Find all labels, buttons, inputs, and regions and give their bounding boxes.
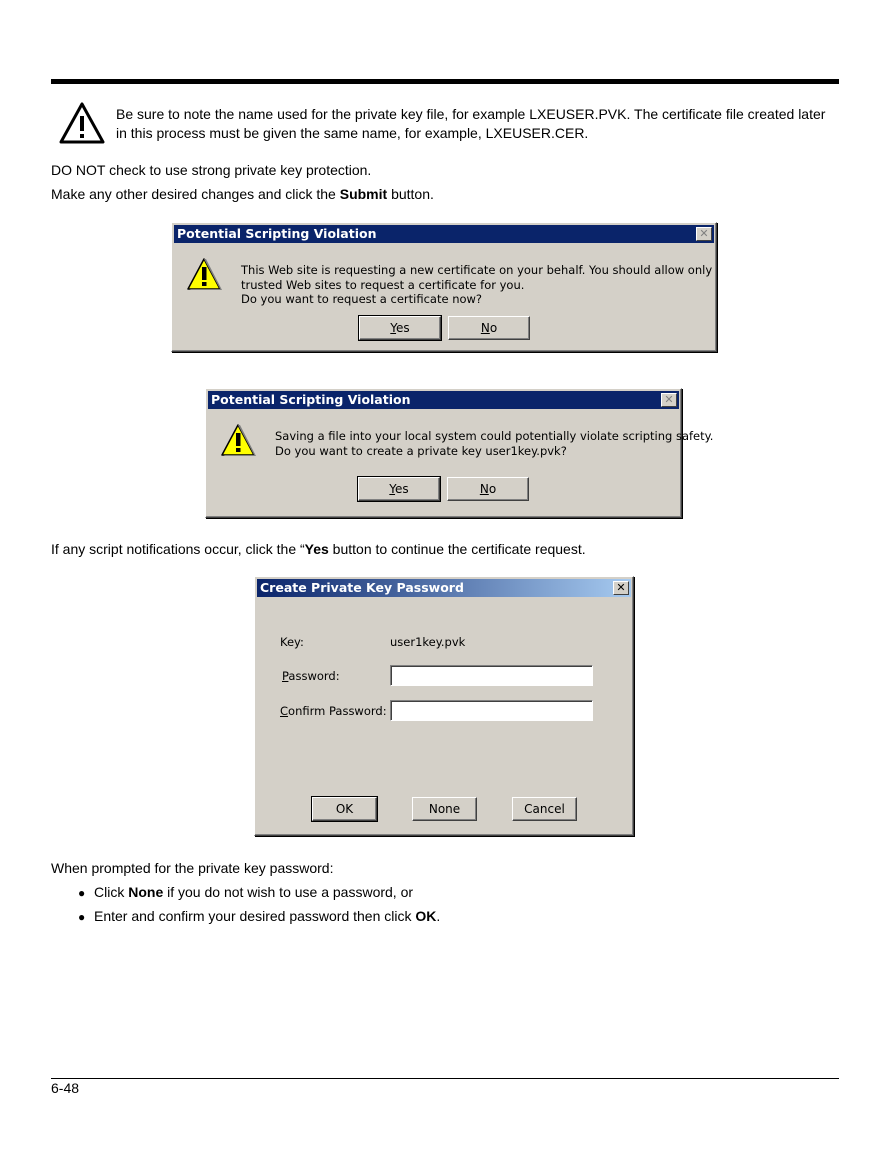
dialog-3-title: Create Private Key Password <box>260 580 464 595</box>
dialog-2-title: Potential Scripting Violation <box>211 392 411 407</box>
dialog-3-titlebar <box>257 579 631 597</box>
dialog-2-line-1: Saving a file into your local system could potentially violate scripting safety. <box>275 429 714 443</box>
dialog-2-close-icon[interactable]: ✕ <box>661 393 677 407</box>
dialog-2-message <box>275 429 713 458</box>
caution-line-1: Be sure to note the name used for the private key file, for example LXEUSER.PVK. The certificate file created later <box>116 106 826 122</box>
yes-emphasis: Yes <box>304 541 329 557</box>
warning-icon <box>220 423 256 457</box>
yes-rest: es <box>396 321 410 335</box>
text-before: Make any other desired changes and click the <box>51 186 340 202</box>
key-label: Key: <box>280 635 304 649</box>
password-field[interactable] <box>390 665 593 686</box>
ok-button[interactable]: OK <box>312 797 377 821</box>
scripting-violation-dialog-1 <box>171 222 717 352</box>
dialog-2-titlebar <box>208 391 679 409</box>
no-accel: N <box>479 482 489 496</box>
bullet-item-none <box>78 883 413 902</box>
cancel-button[interactable]: Cancel <box>512 797 577 821</box>
submit-emphasis: Submit <box>339 186 388 202</box>
bullet-icon: ● <box>78 886 86 900</box>
dialog-1-message <box>241 263 712 307</box>
none-button[interactable]: None <box>412 797 477 821</box>
yes-rest: es <box>395 482 409 496</box>
password-label <box>282 669 340 684</box>
dialog-2-line-2: Do you want to create a private key user1key.pvk? <box>275 443 567 458</box>
ok-emphasis: OK <box>415 908 437 924</box>
password-accel: P <box>282 669 289 683</box>
header-rule <box>51 79 839 84</box>
caution-triangle-icon <box>58 101 106 145</box>
dialog-1-close-icon[interactable]: ✕ <box>696 227 712 241</box>
dialog-2-no-button[interactable] <box>447 477 529 501</box>
confirm-accel: C <box>280 704 289 718</box>
dialog-1-line-1: This Web site is requesting a new certificate on your behalf. You should allow only <box>241 263 713 277</box>
caution-line-2: in this process must be given the same name, for example, LXEUSER.CER. <box>116 125 589 141</box>
password-label-rest: assword: <box>288 669 340 683</box>
yes-accel: Y <box>389 482 396 496</box>
key-value: user1key.pvk <box>390 635 466 649</box>
text-before: Click <box>94 884 129 900</box>
text-before: If any script notifications occur, click the “ <box>51 541 305 557</box>
text-after: button. <box>387 186 434 202</box>
strong-protection-note: DO NOT check to use strong private key protection. <box>51 162 372 178</box>
no-rest: o <box>488 482 497 496</box>
dialog-1-line-2: trusted Web sites to request a certificate for you. <box>241 277 525 292</box>
dialog-1-title: Potential Scripting Violation <box>177 226 377 241</box>
dialog-1-line-3: Do you want to request a certificate now? <box>241 292 483 306</box>
bullet-icon: ● <box>78 910 86 924</box>
dialog-1-no-button[interactable] <box>448 316 530 340</box>
dialog-1-yes-button[interactable] <box>359 316 441 340</box>
confirm-password-field[interactable] <box>390 700 593 721</box>
text-before: Enter and confirm your desired password then click <box>94 908 416 924</box>
dialog-3-close-icon[interactable]: ✕ <box>613 581 629 595</box>
page-number: 6-48 <box>51 1080 80 1096</box>
create-private-key-password-dialog <box>254 576 634 836</box>
text-after: . <box>436 908 441 924</box>
text-after: button to continue the certificate request. <box>328 541 586 557</box>
password-prompt-intro: When prompted for the private key password: <box>51 860 334 876</box>
no-accel: N <box>480 321 490 335</box>
warning-icon <box>186 257 222 291</box>
none-emphasis: None <box>128 884 164 900</box>
bullet-item-ok <box>78 907 440 926</box>
no-rest: o <box>489 321 498 335</box>
footer-rule <box>51 1078 839 1079</box>
text-after: if you do not wish to use a password, or <box>163 884 414 900</box>
submit-instruction <box>51 185 434 203</box>
dialog-2-yes-button[interactable] <box>358 477 440 501</box>
scripting-violation-dialog-2 <box>205 388 714 518</box>
confirm-password-label <box>280 704 387 719</box>
confirm-label-rest: onfirm Password: <box>288 704 387 718</box>
script-notification-instruction <box>51 540 586 558</box>
caution-text <box>116 105 840 143</box>
dialog-1-titlebar <box>174 225 714 243</box>
yes-accel: Y <box>390 321 397 335</box>
